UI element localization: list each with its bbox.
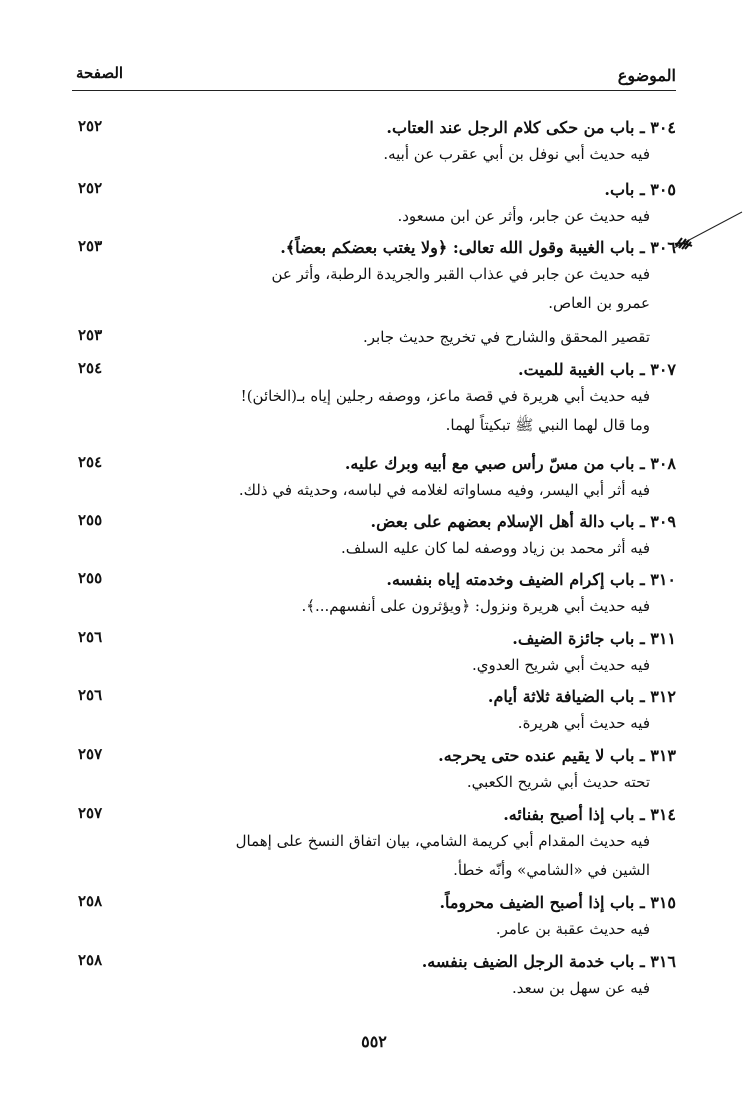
index-entry [72, 116, 676, 169]
entry-number: ٣١٦ [650, 952, 676, 971]
entry-description: فيه حديث المقدام أبي كريمة الشامي، بيان اتفاق النسخ على إهمال [235, 832, 650, 850]
entry-number: ٣٠٦ [650, 238, 676, 257]
entry-description: فيه حديث أبي هريرة ونزول: ﴿ويؤثرون على أنفسهم...﴾. [301, 597, 650, 615]
entry-dash: ـ [634, 238, 651, 257]
entry-description: فيه حديث أبي هريرة في قصة ماعز، ووصفه رجلين إياه بـ(الخائن)! [240, 387, 650, 405]
entry-title: باب الغيبة وقول الله تعالى: ﴿ولا يغتب بعضكم بعضاً﴾. [280, 238, 635, 257]
entry-title: باب. [604, 180, 635, 199]
entry-description: الشين في «الشامي» وأنّه خطأ. [453, 861, 650, 879]
entry-number: ٣١٤ [650, 805, 676, 824]
entry-dash: ـ [634, 746, 651, 765]
entry-page-number: ٢٥٦ [78, 686, 103, 704]
entry-title: باب لا يقيم عنده حتى يحرجه. [438, 746, 635, 765]
index-entry [72, 568, 676, 621]
entry-description: فيه أثر أبي اليسر، وفيه مساواته لغلامه في لباسه، وحديثه في ذلك. [238, 481, 650, 499]
index-entry [72, 950, 676, 1003]
entry-page-number: ٢٥٢ [78, 117, 103, 135]
index-entry [72, 358, 676, 440]
index-entry [72, 510, 676, 563]
index-entry [72, 325, 676, 352]
entry-number: ٣١٥ [650, 893, 676, 912]
entry-description: فيه حديث عن جابر، وأثر عن ابن مسعود. [397, 207, 650, 225]
entry-dash: ـ [634, 629, 651, 648]
index-entry [72, 178, 676, 231]
entry-description: فيه حديث عن جابر في عذاب القبر والجريدة الرطبة، وأثر عن [271, 265, 650, 283]
entry-page-number: ٢٥٥ [78, 511, 103, 529]
entry-page-number: ٢٥٧ [78, 745, 103, 763]
entry-title: باب من مسّ رأس صبي مع أبيه وبرك عليه. [344, 454, 635, 473]
entry-page-number: ٢٥٤ [78, 453, 103, 471]
handwritten-margin-mark [672, 208, 746, 252]
entry-description: فيه حديث أبي هريرة. [517, 714, 650, 732]
entry-number: ٣١٣ [650, 746, 676, 765]
entry-dash: ـ [634, 118, 651, 137]
entry-title: باب إذا أصبح الضيف محروماً. [439, 893, 635, 912]
entry-title: باب إذا أصبح بفنائه. [503, 805, 635, 824]
page-column-heading: الصفحة [76, 64, 124, 82]
entry-description: عمرو بن العاص. [548, 294, 650, 312]
entry-description: تحته حديث أبي شريح الكعبي. [466, 773, 650, 791]
entry-dash: ـ [634, 952, 651, 971]
entry-dash: ـ [634, 687, 651, 706]
entry-title-line [72, 452, 676, 476]
entry-page-number: ٢٥٤ [78, 359, 103, 377]
index-entry [72, 627, 676, 680]
entry-title-line [72, 803, 676, 827]
entry-description: وما قال لهما النبي ﷺ تبكيتاً لهما. [445, 416, 650, 434]
entry-number: ٣٠٧ [650, 360, 676, 379]
entry-dash: ـ [634, 570, 651, 589]
index-entry [72, 891, 676, 944]
entry-number: ٣١١ [650, 629, 676, 648]
entry-title-line [72, 510, 676, 534]
index-entry [72, 452, 676, 505]
entry-page-number: ٢٥٨ [78, 951, 103, 969]
entry-title-line [72, 116, 676, 140]
entry-description: تقصير المحقق والشارح في تخريج حديث جابر. [362, 328, 650, 346]
index-entry [72, 685, 676, 738]
entry-title: باب الغيبة للميت. [518, 360, 635, 379]
entry-number: ٣١٠ [650, 570, 676, 589]
entry-title: باب الضيافة ثلاثة أيام. [487, 687, 635, 706]
entry-description: فيه عن سهل بن سعد. [511, 979, 650, 997]
entry-page-number: ٢٥٦ [78, 628, 103, 646]
entry-page-number: ٢٥٣ [78, 237, 103, 255]
entry-title: باب خدمة الرجل الضيف بنفسه. [421, 952, 635, 971]
entry-title-line [72, 627, 676, 651]
entry-description: فيه حديث عقبة بن عامر. [495, 920, 650, 938]
entry-description: فيه حديث أبي نوفل بن أبي عقرب عن أبيه. [383, 145, 650, 163]
entry-dash: ـ [634, 893, 651, 912]
entry-dash: ـ [634, 180, 651, 199]
entry-number: ٣١٢ [650, 687, 676, 706]
entry-page-number: ٢٥٧ [78, 804, 103, 822]
entry-dash: ـ [634, 454, 651, 473]
entry-title-line [72, 744, 676, 768]
index-entry [72, 803, 676, 885]
index-entry [72, 236, 676, 318]
entry-description: فيه حديث أبي شريح العدوي. [471, 656, 650, 674]
entry-title-line [72, 891, 676, 915]
entry-title: باب من حكى كلام الرجل عند العتاب. [386, 118, 635, 137]
entry-title-line [72, 236, 676, 260]
entry-title-line [72, 358, 676, 382]
entry-dash: ـ [634, 805, 651, 824]
entry-description: فيه أثر محمد بن زياد ووصفه لما كان عليه السلف. [340, 539, 650, 557]
entry-page-number: ٢٥٢ [78, 179, 103, 197]
entry-title-line [72, 568, 676, 592]
entry-title: باب إكرام الضيف وخدمته إياه بنفسه. [386, 570, 635, 589]
entry-number: ٣٠٥ [650, 180, 676, 199]
index-entry [72, 744, 676, 797]
entry-number: ٣٠٨ [650, 454, 676, 473]
page-number: ٥٥٢ [361, 1032, 387, 1051]
entry-title-line [72, 950, 676, 974]
entry-page-number: ٢٥٣ [78, 326, 103, 344]
entry-title: باب جائزة الضيف. [512, 629, 635, 648]
entry-number: ٣٠٩ [650, 512, 676, 531]
entry-title-line [72, 685, 676, 709]
entry-dash: ـ [634, 512, 651, 531]
topic-column-heading: الموضوع [617, 66, 676, 85]
entry-page-number: ٢٥٥ [78, 569, 103, 587]
entry-dash: ـ [634, 360, 651, 379]
entry-title-line [72, 178, 676, 202]
entry-page-number: ٢٥٨ [78, 892, 103, 910]
entry-title: باب دالة أهل الإسلام بعضهم على بعض. [370, 512, 635, 531]
entry-number: ٣٠٤ [650, 118, 676, 137]
